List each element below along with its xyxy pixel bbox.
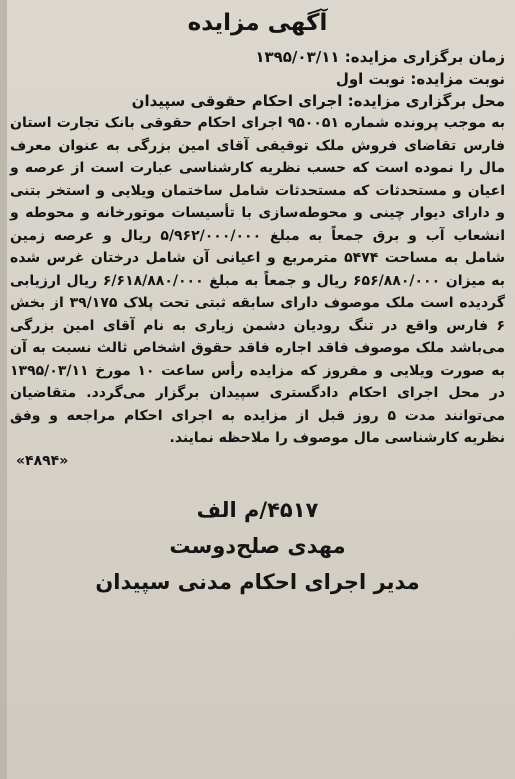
auction-place-line: محل برگزاری مزایده: اجرای احکام حقوقی سپیدان: [131, 92, 505, 110]
auction-round-line: نوبت مزایده: نوبت اول: [335, 70, 505, 88]
notice-code: «۴۸۹۴»: [16, 452, 69, 469]
signature-block: [10, 492, 505, 600]
auction-notice: [10, 6, 505, 600]
signer-name: مهدی صلح‌دوست: [169, 533, 346, 558]
page-edge: [0, 0, 7, 779]
auction-date-line: زمان برگزاری مزایده: ۱۳۹۵/۰۳/۱۱: [255, 48, 505, 66]
signer-role: مدیر اجرای احکام مدنی سپیدان: [95, 569, 420, 594]
signature-number: ۴۵۱۷/م الف: [196, 497, 319, 522]
notice-body: به موجب پرونده شماره ۹۵۰۰۵۱ اجرای احکام حقوقی بانک تجارت استان فارس تقاضای فروش ملک توقیفی آقای امین بزرگی به عنوان معرف مال را نموده است که حسب نظریه کارشناسی عبارت است از عرصه و اعیان و مستحدثات که مستحدثات شامل ساختمان ویلایی و استخر بتنی و دارای دیوار چینی و محوطه‌سازی با تأسیسات موتورخانه و محوطه و انشعاب آب و برق جمعاً به مبلغ ۵/۹۶۲/۰۰۰/۰۰۰ ریال و عرصه زمین شامل به مساحت ۵۴۷۴ مترمربع و اعیانی آن شامل درختان غرس شده به میزان ۶۵۶/۸۸۰/۰۰۰ ریال و جمعاً به مبلغ ۶/۶۱۸/۸۸۰/۰۰۰ ریال ارزیابی گردیده است ملک موصوف دارای سابقه ثبتی تحت پلاک ۳۹/۱۷۵ از بخش ۶ فارس واقع در تنگ رودیان دشمن زیاری به نام آقای امین بزرگی می‌باشد ملک موصوف فاقد اجاره فاقد حقوق اشخاص ثالث نسبت به آن به صورت ویلایی و مفروز که مزایده رأس ساعت ۱۰ مورخ ۱۳۹۵/۰۳/۱۱ در محل اجرای احکام دادگستری سپیدان برگزار می‌گردد. متقاضیان می‌توانند مدت ۵ روز قبل از مزایده به اجرای احکام مراجعه و وفق نظریه کارشناسی مال موصوف را ملاحظه نمایند.: [10, 115, 506, 446]
notice-title: آگهی مزایده: [187, 10, 328, 36]
